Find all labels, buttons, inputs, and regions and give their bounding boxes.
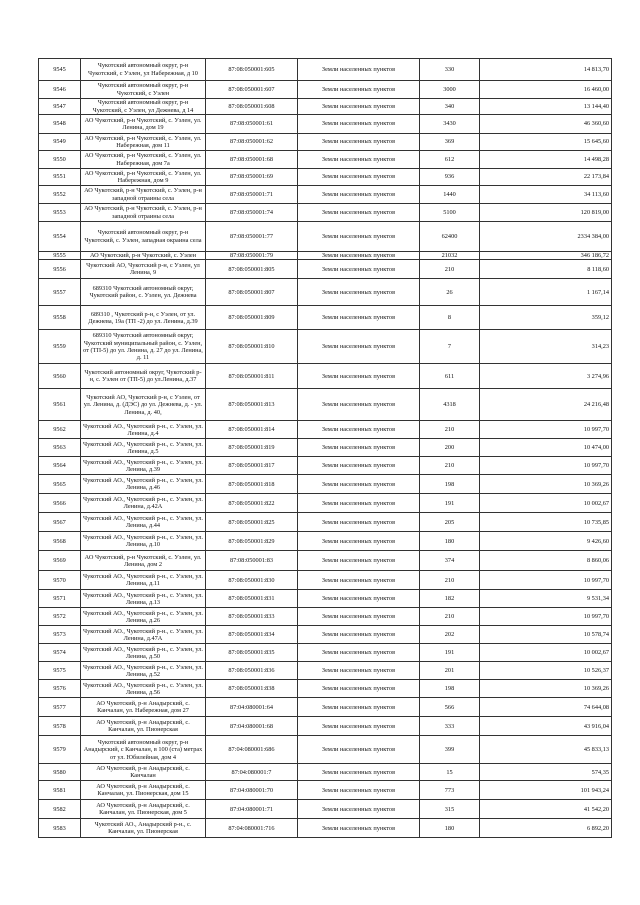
row-number: 9574	[39, 644, 81, 662]
table-row	[39, 781, 612, 800]
row-number: 9567	[39, 513, 81, 532]
table-row	[39, 364, 612, 389]
area-cell: 374	[420, 551, 480, 571]
cadastral-number-cell: 87:04:080001:71	[206, 800, 298, 819]
cadastral-value-cell: 9 426,60	[480, 532, 612, 551]
address-cell: Чукотский автономный округ, р-н Чукотский, с. Уэлен, западная окраина села	[81, 222, 206, 252]
cadastral-value-cell: 34 113,60	[480, 186, 612, 204]
land-category-cell: Земли населенных пунктов	[298, 260, 420, 279]
area-cell: 198	[420, 475, 480, 494]
table-row	[39, 662, 612, 680]
row-number: 9550	[39, 151, 81, 169]
cadastral-number-cell: 87:08:050001:62	[206, 134, 298, 151]
address-cell: АО Чукотский, р-н Анадырский, с. Канчалан	[81, 764, 206, 781]
area-cell: 333	[420, 717, 480, 736]
cadastral-value-cell: 9 531,34	[480, 590, 612, 608]
address-cell: Чукотский АО., Чукотский р-н., с. Уэлен, ул. Ленина, д.42А	[81, 494, 206, 513]
land-category-cell: Земли населенных пунктов	[298, 439, 420, 457]
cadastral-value-cell: 359,12	[480, 306, 612, 330]
land-category-cell: Земли населенных пунктов	[298, 99, 420, 115]
address-cell: Чукотский автономный округ, р-н Чукотский, с Уэлен, ул Набережная, д 10	[81, 59, 206, 81]
cadastral-number-cell: 87:08:050001:74	[206, 204, 298, 222]
table-row	[39, 99, 612, 115]
row-number: 9573	[39, 626, 81, 644]
table-row	[39, 717, 612, 736]
table-row	[39, 260, 612, 279]
land-category-cell: Земли населенных пунктов	[298, 626, 420, 644]
land-category-cell: Земли населенных пунктов	[298, 494, 420, 513]
area-cell: 180	[420, 532, 480, 551]
cadastral-number-cell: 87:08:050001:68	[206, 151, 298, 169]
address-cell: АО Чукотский, р-н Анадырский, с. Канчалан, ул. Набережная, дом 27	[81, 698, 206, 717]
cadastral-value-cell: 346 186,72	[480, 252, 612, 260]
land-category-cell: Земли населенных пунктов	[298, 186, 420, 204]
table-row	[39, 494, 612, 513]
area-cell: 210	[420, 457, 480, 475]
address-cell: Чукотский АО., Чукотский р-н., с. Уэлен, ул. Ленина, д.46	[81, 475, 206, 494]
table-row	[39, 115, 612, 134]
address-cell: АО Чукотский, р-н Чукотский, с. Уэлен	[81, 252, 206, 260]
land-category-cell: Земли населенных пунктов	[298, 389, 420, 421]
area-cell: 191	[420, 494, 480, 513]
area-cell: 340	[420, 99, 480, 115]
address-cell: Чукотский АО., Чукотский р-н., с. Уэлен, ул. Ленина, д.13	[81, 590, 206, 608]
land-category-cell: Земли населенных пунктов	[298, 457, 420, 475]
row-number: 9553	[39, 204, 81, 222]
table-row	[39, 532, 612, 551]
land-category-cell: Земли населенных пунктов	[298, 781, 420, 800]
land-category-cell: Земли населенных пунктов	[298, 800, 420, 819]
cadastral-number-cell: 87:08:050001:79	[206, 252, 298, 260]
cadastral-value-cell: 22 173,84	[480, 169, 612, 186]
area-cell: 210	[420, 608, 480, 626]
address-cell: Чукотский АО., Чукотский р-н., с. Уэлен, ул. Ленина, д.26	[81, 608, 206, 626]
area-cell: 202	[420, 626, 480, 644]
cadastral-number-cell: 87:08:050001:835	[206, 644, 298, 662]
cadastral-value-cell: 10 526,37	[480, 662, 612, 680]
land-category-cell: Земли населенных пунктов	[298, 252, 420, 260]
land-category-cell: Земли населенных пунктов	[298, 590, 420, 608]
cadastral-number-cell: 87:08:050001:818	[206, 475, 298, 494]
cadastral-value-cell: 16 460,00	[480, 81, 612, 99]
area-cell: 936	[420, 169, 480, 186]
row-number: 9548	[39, 115, 81, 134]
area-cell: 612	[420, 151, 480, 169]
table-row	[39, 306, 612, 330]
row-number: 9581	[39, 781, 81, 800]
address-cell: АО Чукотский, р-н Чукотский, с. Уэлен, ул. Ленина, дом 2	[81, 551, 206, 571]
area-cell: 611	[420, 364, 480, 389]
row-number: 9549	[39, 134, 81, 151]
address-cell: Чукотский АО., Чукотский р-н., с. Уэлен, ул. Ленина, д.39	[81, 457, 206, 475]
cadastral-value-cell: 8 860,06	[480, 551, 612, 571]
row-number: 9557	[39, 279, 81, 306]
area-cell: 201	[420, 662, 480, 680]
land-category-cell: Земли населенных пунктов	[298, 81, 420, 99]
row-number: 9570	[39, 571, 81, 590]
area-cell: 205	[420, 513, 480, 532]
table-row	[39, 252, 612, 260]
cadastral-number-cell: 87:08:050001:829	[206, 532, 298, 551]
cadastral-number-cell: 87:08:050001:605	[206, 59, 298, 81]
area-cell: 62400	[420, 222, 480, 252]
table-row	[39, 626, 612, 644]
address-cell: АО Чукотский, р-н Чукотский, с. Уэлен, ул. Набережная, дом 9	[81, 169, 206, 186]
land-category-cell: Земли населенных пунктов	[298, 279, 420, 306]
area-cell: 180	[420, 819, 480, 838]
row-number: 9560	[39, 364, 81, 389]
area-cell: 566	[420, 698, 480, 717]
cadastral-number-cell: 87:08:050001:836	[206, 662, 298, 680]
cadastral-number-cell: 87:08:050001:813	[206, 389, 298, 421]
row-number: 9579	[39, 736, 81, 764]
table-row	[39, 698, 612, 717]
land-category-cell: Земли населенных пунктов	[298, 571, 420, 590]
table-body	[39, 59, 612, 838]
area-cell: 7	[420, 330, 480, 364]
address-cell: Чукотский автономный округ, р-н Чукотский, с Уэлен	[81, 81, 206, 99]
cadastral-value-cell: 74 644,08	[480, 698, 612, 717]
cadastral-value-cell: 14 498,28	[480, 151, 612, 169]
row-number: 9571	[39, 590, 81, 608]
table-row	[39, 819, 612, 838]
cadastral-value-cell: 3 274,96	[480, 364, 612, 389]
cadastral-value-cell: 1 167,14	[480, 279, 612, 306]
cadastral-value-cell: 10 997,70	[480, 571, 612, 590]
address-cell: АО Чукотский, р-н Анадырский, с. Канчалан, ул. Пионерская, дом 15	[81, 781, 206, 800]
land-category-cell: Земли населенных пунктов	[298, 644, 420, 662]
address-cell: АО Чукотский, р-н Чукотский, с. Уэлен, р-н западной отраины села	[81, 186, 206, 204]
address-cell: АО Чукотский, р-н Анадырский, с. Канчалан, ул. Пионерская	[81, 717, 206, 736]
area-cell: 315	[420, 800, 480, 819]
cadastral-number-cell: 87:08:050001:69	[206, 169, 298, 186]
land-category-cell: Земли населенных пунктов	[298, 151, 420, 169]
cadastral-value-cell: 314,23	[480, 330, 612, 364]
table-row	[39, 169, 612, 186]
cadastral-number-cell: 87:08:050001:805	[206, 260, 298, 279]
cadastral-number-cell: 87:08:050001:608	[206, 99, 298, 115]
table-row	[39, 81, 612, 99]
cadastral-number-cell: 87:08:050001:607	[206, 81, 298, 99]
row-number: 9578	[39, 717, 81, 736]
land-category-cell: Земли населенных пунктов	[298, 513, 420, 532]
table-row	[39, 151, 612, 169]
land-category-cell: Земли населенных пунктов	[298, 222, 420, 252]
address-cell: Чукотский автономный округ, р-н Чукотский, с Уэлен, ул Дежнева, д 14	[81, 99, 206, 115]
table-row	[39, 513, 612, 532]
land-category-cell: Земли населенных пунктов	[298, 698, 420, 717]
cadastral-value-cell: 46 360,60	[480, 115, 612, 134]
table-row	[39, 457, 612, 475]
table-row	[39, 186, 612, 204]
cadastral-value-cell: 10 369,26	[480, 680, 612, 698]
land-category-cell: Земли населенных пунктов	[298, 717, 420, 736]
table-row	[39, 222, 612, 252]
row-number: 9562	[39, 421, 81, 439]
row-number: 9563	[39, 439, 81, 457]
area-cell: 3430	[420, 115, 480, 134]
land-category-cell: Земли населенных пунктов	[298, 330, 420, 364]
address-cell: Чукотский АО., Анадырский р-н., с. Канчалан, ул. Пионерская	[81, 819, 206, 838]
cadastral-value-cell: 2334 384,00	[480, 222, 612, 252]
address-cell: АО Чукотский, р-н Чукотский, с. Уэлен, ул. Набережная, дом 11	[81, 134, 206, 151]
cadastral-value-cell: 10 735,85	[480, 513, 612, 532]
area-cell: 5100	[420, 204, 480, 222]
cadastral-value-cell: 10 997,70	[480, 608, 612, 626]
table-row	[39, 608, 612, 626]
cadastral-value-cell: 101 943,24	[480, 781, 612, 800]
row-number: 9577	[39, 698, 81, 717]
cadastral-number-cell: 87:08:050001:822	[206, 494, 298, 513]
table-row	[39, 330, 612, 364]
cadastral-value-cell: 43 916,04	[480, 717, 612, 736]
table-row	[39, 764, 612, 781]
row-number: 9566	[39, 494, 81, 513]
table-row	[39, 279, 612, 306]
table-row	[39, 421, 612, 439]
land-category-cell: Земли населенных пунктов	[298, 421, 420, 439]
land-category-cell: Земли населенных пунктов	[298, 169, 420, 186]
address-cell: Чукотский АО, Чукотский р-н, с Уэлен, ул Ленина, 9	[81, 260, 206, 279]
table-row	[39, 644, 612, 662]
cadastral-number-cell: 87:08:050001:830	[206, 571, 298, 590]
land-category-cell: Земли населенных пунктов	[298, 551, 420, 571]
row-number: 9546	[39, 81, 81, 99]
cadastral-number-cell: 87:04:080001:64	[206, 698, 298, 717]
cadastral-number-cell: 87:04:080001:70	[206, 781, 298, 800]
row-number: 9565	[39, 475, 81, 494]
cadastral-number-cell: 87:04:080001:7	[206, 764, 298, 781]
address-cell: АО Чукотский, р-н Чукотский, с. Уэлен, ул. Ленина, дом 19	[81, 115, 206, 134]
row-number: 9576	[39, 680, 81, 698]
cadastral-value-cell: 13 144,40	[480, 99, 612, 115]
area-cell: 399	[420, 736, 480, 764]
area-cell: 773	[420, 781, 480, 800]
cadastral-value-cell: 574,35	[480, 764, 612, 781]
table-row	[39, 59, 612, 81]
land-category-cell: Земли населенных пунктов	[298, 204, 420, 222]
address-cell: Чукотский АО., Чукотский р-н., с. Уэлен, ул. Ленина, д.50	[81, 644, 206, 662]
row-number: 9583	[39, 819, 81, 838]
cadastral-number-cell: 87:04:080001:686	[206, 736, 298, 764]
cadastral-number-cell: 87:08:050001:810	[206, 330, 298, 364]
cadastral-number-cell: 87:04:080001:716	[206, 819, 298, 838]
row-number: 9556	[39, 260, 81, 279]
row-number: 9569	[39, 551, 81, 571]
row-number: 9552	[39, 186, 81, 204]
table-row	[39, 736, 612, 764]
row-number: 9572	[39, 608, 81, 626]
table-row	[39, 134, 612, 151]
address-cell: Чукотский автономный округ, р-н Анадырский, с Канчалан, в 100 (ста) метрах от ул. Юбилейная, дом 4	[81, 736, 206, 764]
cadastral-number-cell: 87:08:050001:807	[206, 279, 298, 306]
land-category-cell: Земли населенных пунктов	[298, 680, 420, 698]
cadastral-value-cell: 45 833,13	[480, 736, 612, 764]
table-row	[39, 571, 612, 590]
land-category-cell: Земли населенных пунктов	[298, 115, 420, 134]
area-cell: 210	[420, 421, 480, 439]
cadastral-number-cell: 87:08:050001:811	[206, 364, 298, 389]
row-number: 9575	[39, 662, 81, 680]
area-cell: 210	[420, 571, 480, 590]
table-row	[39, 590, 612, 608]
table-row	[39, 680, 612, 698]
cadastral-number-cell: 87:08:050001:838	[206, 680, 298, 698]
cadastral-number-cell: 87:08:050001:831	[206, 590, 298, 608]
land-category-cell: Земли населенных пунктов	[298, 764, 420, 781]
area-cell: 1440	[420, 186, 480, 204]
address-cell: Чукотский автономный округ, Чукотский р-н, с. Уэлен от (ТП-5) до ул.Ленина, д.37	[81, 364, 206, 389]
cadastral-value-cell: 14 813,70	[480, 59, 612, 81]
cadastral-number-cell: 87:04:080001:68	[206, 717, 298, 736]
cadastral-value-cell: 41 542,20	[480, 800, 612, 819]
row-number: 9547	[39, 99, 81, 115]
address-cell: Чукотский АО., Чукотский р-н., с. Уэлен, ул. Ленина, д.5	[81, 439, 206, 457]
address-cell: Чукотский АО., Чукотский р-н., с. Уэлен, ул. Ленина, д.11	[81, 571, 206, 590]
cadastral-value-cell: 10 997,70	[480, 421, 612, 439]
land-category-cell: Земли населенных пунктов	[298, 475, 420, 494]
area-cell: 200	[420, 439, 480, 457]
row-number: 9558	[39, 306, 81, 330]
row-number: 9568	[39, 532, 81, 551]
area-cell: 21032	[420, 252, 480, 260]
row-number: 9545	[39, 59, 81, 81]
cadastral-number-cell: 87:08:050001:77	[206, 222, 298, 252]
cadastral-value-cell: 10 002,67	[480, 644, 612, 662]
area-cell: 3000	[420, 81, 480, 99]
address-cell: Чукотский АО., Чукотский р-н., с. Уэлен, ул. Ленина, д.10	[81, 532, 206, 551]
table-row	[39, 439, 612, 457]
row-number: 9561	[39, 389, 81, 421]
cadastral-number-cell: 87:08:050001:819	[206, 439, 298, 457]
address-cell: АО Чукотский, р-н Чукотский, с. Уэлен, ул. Набережная, дом 7а	[81, 151, 206, 169]
area-cell: 198	[420, 680, 480, 698]
address-cell: АО Чукотский, р-н Чукотский, с. Уэлен, р-н западной отраины села	[81, 204, 206, 222]
address-cell: 689310 , Чукотский р-н, с Уэлен, от ул. Дежнева, 19а (ТП -2) до ул. Ленина, д.39	[81, 306, 206, 330]
area-cell: 191	[420, 644, 480, 662]
address-cell: 689310 Чукотский автономный округ, Чукотский район, с. Уэлен, ул. Дежнева	[81, 279, 206, 306]
cadastral-value-cell: 120 819,00	[480, 204, 612, 222]
cadastral-value-cell: 10 578,74	[480, 626, 612, 644]
address-cell: Чукотский АО., Чукотский р-н., с. Уэлен, ул. Ленина, д.56	[81, 680, 206, 698]
table-row	[39, 800, 612, 819]
cadastral-value-cell: 24 216,48	[480, 389, 612, 421]
row-number: 9559	[39, 330, 81, 364]
area-cell: 15	[420, 764, 480, 781]
table-row	[39, 389, 612, 421]
cadastral-value-cell: 8 118,60	[480, 260, 612, 279]
cadastral-value-cell: 15 645,60	[480, 134, 612, 151]
address-cell: АО Чукотский, р-н Анадырский, с. Канчалан, ул. Пионерская, дом 5	[81, 800, 206, 819]
cadastral-number-cell: 87:08:050001:834	[206, 626, 298, 644]
row-number: 9564	[39, 457, 81, 475]
area-cell: 26	[420, 279, 480, 306]
land-category-cell: Земли населенных пунктов	[298, 662, 420, 680]
cadastral-value-cell: 6 892,20	[480, 819, 612, 838]
cadastral-value-cell: 10 474,00	[480, 439, 612, 457]
address-cell: Чукотский АО., Чукотский р-н., с. Уэлен, ул. Ленина, д.47А	[81, 626, 206, 644]
area-cell: 182	[420, 590, 480, 608]
address-cell: Чукотский АО., Чукотский р-н., с. Уэлен, ул. Ленина, д.4	[81, 421, 206, 439]
land-category-cell: Земли населенных пунктов	[298, 608, 420, 626]
address-cell: 689310 Чукотский автономный округ, Чукотский муниципальный район, с. Уэлен, от (ТП-5) до ул. Ленина, д. 27 до ул. Ленина, д. 11	[81, 330, 206, 364]
table-row	[39, 475, 612, 494]
cadastral-number-cell: 87:08:050001:71	[206, 186, 298, 204]
area-cell: 8	[420, 306, 480, 330]
land-category-cell: Земли населенных пунктов	[298, 59, 420, 81]
row-number: 9551	[39, 169, 81, 186]
row-number: 9580	[39, 764, 81, 781]
cadastral-value-cell: 10 002,67	[480, 494, 612, 513]
address-cell: Чукотский АО., Чукотский р-н., с. Уэлен, ул. Ленина, д.44	[81, 513, 206, 532]
area-cell: 369	[420, 134, 480, 151]
address-cell: Чукотский АО., Чукотский р-н., с. Уэлен, ул. Ленина, д.52	[81, 662, 206, 680]
row-number: 9555	[39, 252, 81, 260]
row-number: 9554	[39, 222, 81, 252]
row-number: 9582	[39, 800, 81, 819]
address-cell: Чукотский АО, Чукотский р-н, с Уэлен, от ул. Ленина, д. (ДЭС) до ул. Дежнева, д. - ул. Ленина, д. 40,	[81, 389, 206, 421]
table-row	[39, 204, 612, 222]
land-category-cell: Земли населенных пунктов	[298, 819, 420, 838]
table-row	[39, 551, 612, 571]
cadastral-number-cell: 87:08:050001:833	[206, 608, 298, 626]
cadastral-number-cell: 87:08:050001:83	[206, 551, 298, 571]
land-plots-table	[38, 58, 612, 838]
area-cell: 330	[420, 59, 480, 81]
land-category-cell: Земли населенных пунктов	[298, 134, 420, 151]
cadastral-number-cell: 87:08:050001:825	[206, 513, 298, 532]
area-cell: 210	[420, 260, 480, 279]
land-category-cell: Земли населенных пунктов	[298, 364, 420, 389]
land-category-cell: Земли населенных пунктов	[298, 532, 420, 551]
cadastral-value-cell: 10 369,26	[480, 475, 612, 494]
land-category-cell: Земли населенных пунктов	[298, 736, 420, 764]
area-cell: 4318	[420, 389, 480, 421]
land-category-cell: Земли населенных пунктов	[298, 306, 420, 330]
cadastral-number-cell: 87:08:050001:809	[206, 306, 298, 330]
cadastral-value-cell: 10 997,70	[480, 457, 612, 475]
cadastral-number-cell: 87:08:050001:817	[206, 457, 298, 475]
cadastral-number-cell: 87:08:050001:814	[206, 421, 298, 439]
cadastral-number-cell: 87:08:050001:61	[206, 115, 298, 134]
